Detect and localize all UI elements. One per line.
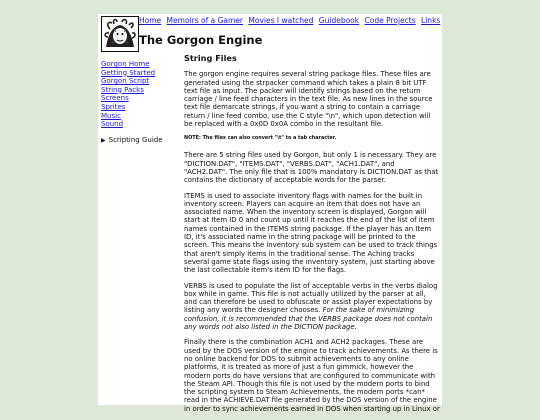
sidebar-item-sound[interactable]: Sound (101, 120, 124, 129)
nav-link-guidebook[interactable]: Guidebook (318, 16, 360, 25)
nav-link-home[interactable]: Home (139, 16, 162, 25)
sidebar-item-getting-started[interactable]: Getting Started (101, 68, 156, 77)
gorgon-logo-image (102, 17, 138, 51)
paragraph-intro: The gorgon engine requires several string package files. These files are generated using the strpacker command which takes a plain 8 bit UTF text file as input. The packer will identify strings based on the return carriage / line feed characters in the text file. As new lines in the source text file demarcate strings, if you want a string to contain a carriage return / line feed combo, use the C style "\n", which upon detection will be replaced with a 0x0D 0x0A combo in the resultant file. (184, 70, 433, 129)
nav-link-links[interactable]: Links (421, 16, 441, 25)
note-tab-character: NOTE: The files can also convert "\t" to a tab character. (184, 135, 337, 142)
sidebar-item-gorgon-script[interactable]: Gorgon Script (101, 77, 150, 86)
sidebar-item-music[interactable]: Music (101, 111, 121, 120)
nav-link-memoirs[interactable]: Memoirs of a Gamer (166, 16, 243, 25)
nav-link-movies[interactable]: Movies I watched (248, 16, 314, 25)
sidebar (101, 60, 181, 144)
site-title: The Gorgon Engine (139, 33, 263, 47)
verbs-text: VERBS is used to populate the list of acceptable verbs in the verbs dialog box while in game. This file is not actually utilized by the parser at all, and can therefore be used to obfuscate or assist player expectations by listing any words the designer chooses. (184, 281, 438, 315)
sidebar-item-screens[interactable]: Screens (101, 94, 129, 103)
paragraph-achievements: Finally there is the combination ACH1 and ACH2 packages. These are used by the DOS version of the engine to track achievements. As there is no online backend for DOS to submit achievements to any online platforms, it is treated as more of just a fun gimmick, however the modern ports do have versions that are configured to communicate with the Steam API. Though this file is not used by the modern ports to bind the scripting system to Steam Achievements, the modern ports *can* read in the ACHIEVE.DAT file generated by the DOS version of the engine in order to sync achievements earned in DOS when starting up in Linux or (184, 338, 440, 413)
paragraph-string-files: There are 5 string files used by Gorgon, but only 1 is necessary. They are "DICTION.DAT", "ITEMS.DAT", "VERBS.DAT", "ACH1.DAT", and "ACH2.DAT". The only file that is 100% mandatory is DICTION.DAT as that contains the dictionary of acceptable words for the parser. (184, 151, 439, 185)
nav-link-code-projects[interactable]: Code Projects (364, 16, 416, 25)
scripting-guide-label: Scripting Guide (108, 135, 163, 144)
scripting-guide-toggle[interactable] (101, 136, 181, 144)
paragraph-verbs (184, 282, 440, 332)
section-heading: String Files (184, 53, 237, 63)
main-content (184, 54, 440, 420)
sidebar-item-gorgon-home[interactable]: Gorgon Home (101, 60, 150, 68)
gorgon-logo[interactable] (101, 16, 139, 52)
sidebar-item-sprites[interactable]: Sprites (101, 102, 126, 111)
top-navigation (139, 16, 443, 25)
page (98, 14, 442, 413)
sidebar-item-string-packs[interactable]: String Packs (101, 85, 144, 94)
paragraph-items: ITEMS is used to associate inventory flags with names for the built in inventory screen. Players can acquire an item that does not have an associated name. When the inventory screen is displayed, Gorgon will start at Item ID 0 and count up until it reaches the end of the list of item names contained in the ITEMS string package. If the player has an Item ID, it's associated name in the string package will be printed to the screen. This means the inventory sub system can be used to track things that aren't simply items in the traditional sense. The Aching tracks several game state flags using the inventory system, just starting above the last collectable item's item ID for the flags. (184, 191, 438, 275)
verbs-recommendation: For the sake of minimizing confusion, it is recommended that the VERBS package does not contain any words not also listed in the DICTION package. (184, 306, 433, 332)
triangle-right-icon: ▶ (101, 136, 106, 144)
